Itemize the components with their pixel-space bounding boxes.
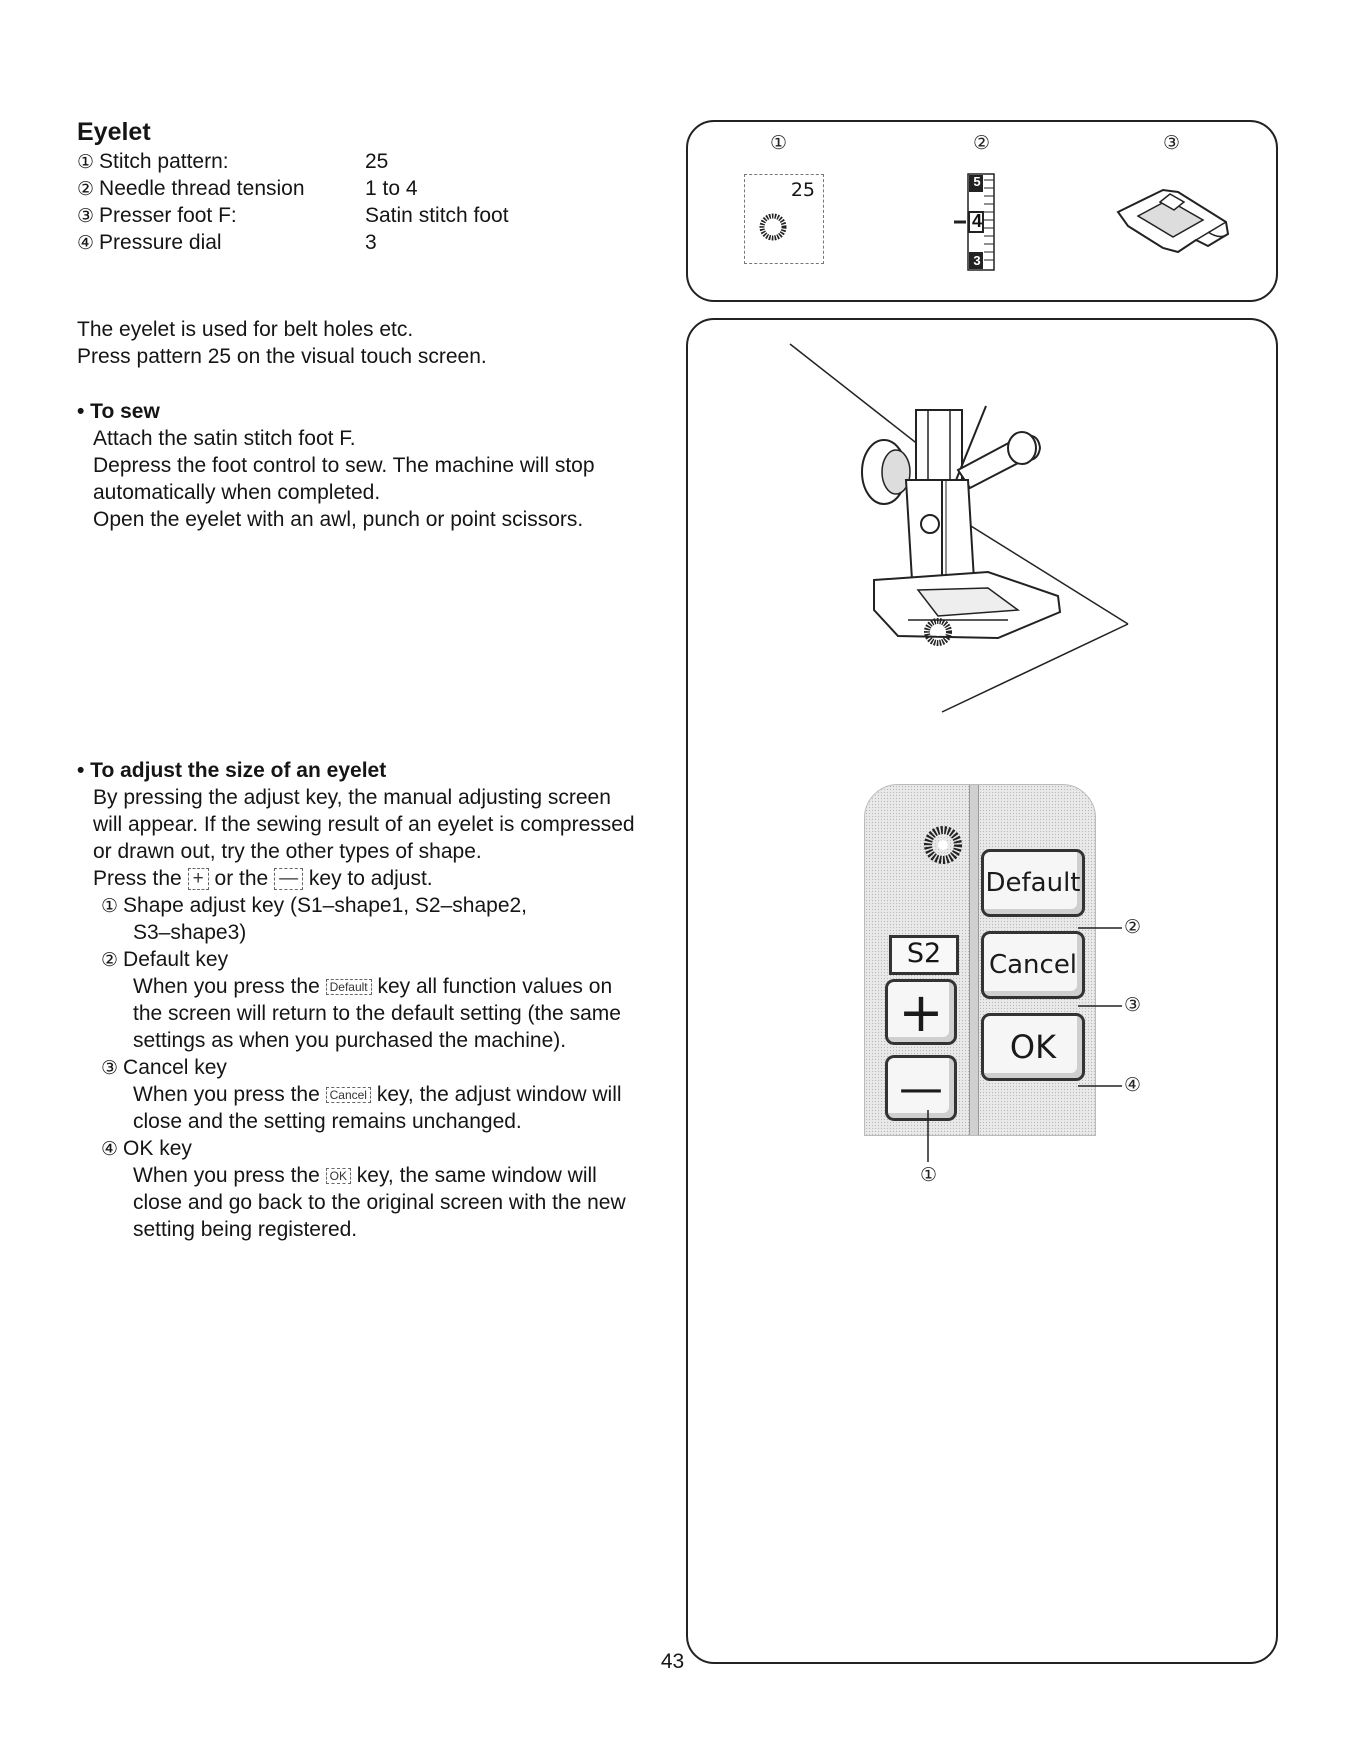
spec-pressure-dial (77, 229, 222, 257)
adjust-press-line (93, 865, 433, 892)
desc-line: close and go back to the original screen with the new (133, 1191, 626, 1214)
intro-line: The eyelet is used for belt holes etc. (77, 318, 414, 341)
settings-figure-panel (686, 120, 1278, 302)
sew-line: Depress the foot control to sew. The machine will stop (93, 454, 595, 477)
cancel-button[interactable]: Cancel (981, 931, 1085, 999)
callout-leaders (688, 320, 1276, 1662)
spec-number: ④ (77, 233, 95, 254)
text: When you press the (133, 975, 320, 998)
text: When you press the (133, 1083, 320, 1106)
adjust-item-shape-cont: S3–shape3) (133, 921, 247, 944)
figure-label: ③ (1163, 133, 1181, 154)
ok-button[interactable]: OK (981, 1013, 1085, 1081)
item-title: Default key (123, 948, 229, 971)
item-number: ① (101, 896, 119, 917)
spec-needle-tension (77, 175, 305, 203)
tension-dial-icon (952, 172, 1002, 277)
spec-label: Stitch pattern: (99, 150, 229, 173)
item-number: ④ (101, 1139, 119, 1160)
dial-number: 4 (971, 211, 982, 231)
spec-number: ② (77, 179, 95, 200)
intro-line: Press pattern 25 on the visual touch screen. (77, 345, 487, 368)
callout-cancel: ③ (1124, 995, 1142, 1016)
adjust-item-cancel-desc (133, 1081, 622, 1108)
text: When you press the (133, 1164, 320, 1187)
adjust-item-cancel (101, 1054, 227, 1082)
minus-key-icon: — (274, 868, 303, 890)
adjust-line: By pressing the adjust key, the manual adjusting screen (93, 786, 611, 809)
sew-line: automatically when completed. (93, 481, 381, 504)
adjust-item-default-desc (133, 973, 612, 1000)
dial-number: 3 (973, 253, 981, 268)
pattern-25-key (744, 174, 824, 264)
cancel-key-icon: Cancel (326, 1087, 371, 1103)
text: key, the adjust window will (376, 1083, 622, 1106)
spec-stitch-pattern (77, 148, 229, 176)
adjust-item-default (101, 946, 228, 974)
figure-label: ② (973, 133, 991, 154)
callout-default: ② (1124, 917, 1142, 938)
spec-label: Pressure dial (99, 231, 222, 254)
text: or the (214, 867, 269, 890)
adjust-line: or drawn out, try the other types of shape. (93, 840, 482, 863)
item-number: ② (101, 950, 119, 971)
text: key to adjust. (308, 867, 433, 890)
spec-value: 25 (365, 150, 389, 173)
ok-key-icon: OK (326, 1168, 351, 1184)
desc-line: the screen will return to the default setting (the same (133, 1002, 621, 1025)
page-number: 43 (660, 1650, 685, 1673)
dial-number: 5 (973, 174, 981, 189)
item-text: Shape adjust key (S1–shape1, S2–shape2, (123, 894, 528, 917)
illustration-panel (686, 318, 1278, 1664)
spec-value: 3 (365, 231, 377, 254)
callout-shape: ① (920, 1165, 938, 1186)
spec-presser-foot (77, 202, 237, 230)
text: Press the (93, 867, 182, 890)
desc-line: close and the setting remains unchanged. (133, 1110, 522, 1133)
adjust-item-ok (101, 1135, 192, 1163)
eyelet-stitch-icon (759, 213, 787, 241)
spec-value: Satin stitch foot (365, 204, 509, 227)
shape-adjust-key[interactable]: S2 (889, 935, 959, 975)
page-title: Eyelet (77, 118, 151, 146)
pattern-number: 25 (790, 179, 815, 201)
desc-line: settings as when you purchased the machine). (133, 1029, 567, 1052)
figure-label: ① (770, 133, 788, 154)
satin-stitch-foot-icon (1108, 182, 1238, 262)
default-key-icon: Default (326, 979, 372, 995)
adjust-item-shape (101, 892, 527, 920)
plus-key-icon: + (188, 868, 209, 890)
item-number: ③ (101, 1058, 119, 1079)
desc-line: setting being registered. (133, 1218, 358, 1241)
text: key all function values on (377, 975, 613, 998)
adjust-item-ok-desc (133, 1162, 597, 1189)
spec-label: Needle thread tension (99, 177, 305, 200)
section-heading-to-sew: • To sew (77, 400, 160, 423)
text: key, the same window will (356, 1164, 597, 1187)
callout-ok: ④ (1124, 1075, 1142, 1096)
spec-label: Presser foot F: (99, 204, 237, 227)
spec-number: ① (77, 152, 95, 173)
adjust-line: will appear. If the sewing result of an eyelet is compressed (93, 813, 635, 836)
spec-value: 1 to 4 (365, 177, 418, 200)
plus-button[interactable]: + (885, 979, 957, 1045)
spec-number: ③ (77, 206, 95, 227)
item-title: Cancel key (123, 1056, 227, 1079)
minus-button[interactable]: — (885, 1055, 957, 1121)
default-button[interactable]: Default (981, 849, 1085, 917)
item-title: OK key (123, 1137, 192, 1160)
section-heading-adjust-size: • To adjust the size of an eyelet (77, 759, 387, 782)
sew-line: Attach the satin stitch foot F. (93, 427, 356, 450)
sew-line: Open the eyelet with an awl, punch or point scissors. (93, 508, 584, 531)
